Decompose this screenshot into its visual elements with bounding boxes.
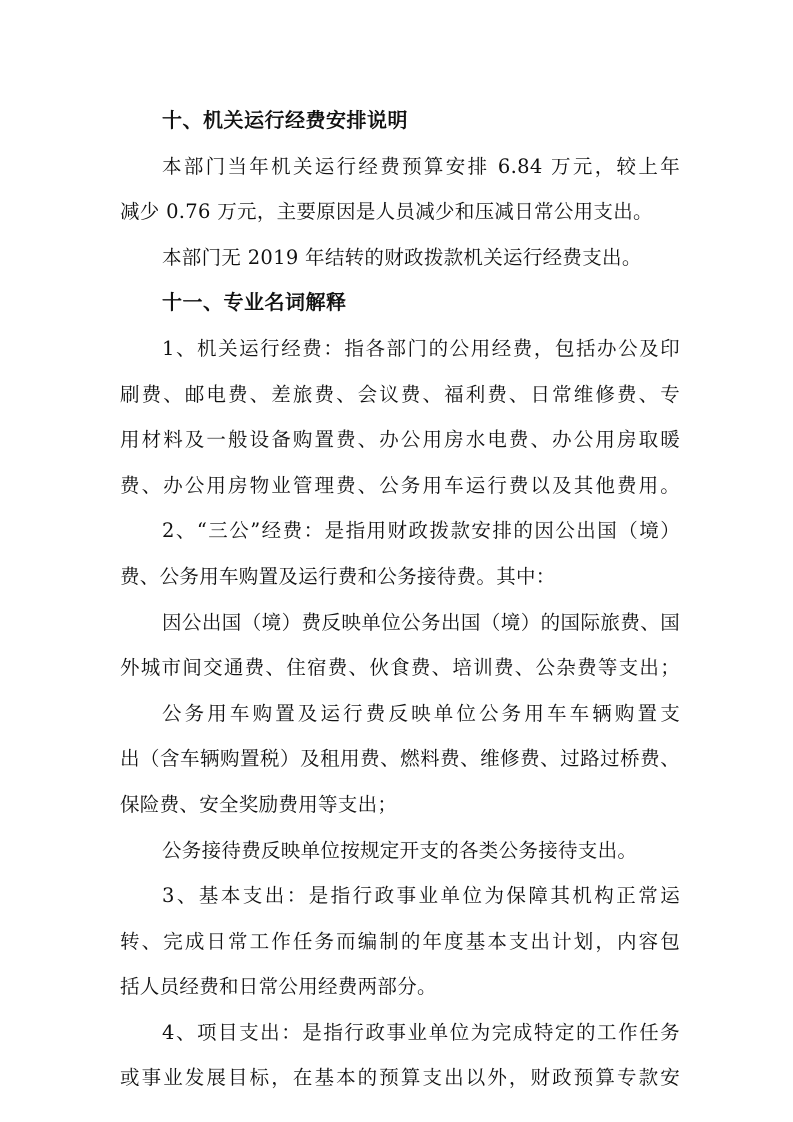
- paragraph-line: 转、完成日常工作任务而编制的年度基本支出计划，内容包: [120, 929, 680, 953]
- paragraph-line: 括人员经费和日常公用经费两部分。: [120, 975, 437, 999]
- section-heading-10: 十、机关运行经费安排说明: [162, 108, 408, 132]
- paragraph-line: 刷费、邮电费、差旅费、会议费、福利费、日常维修费、专: [120, 382, 680, 406]
- paragraph-line: 本部门当年机关运行经费预算安排 6.84 万元，较上年: [162, 154, 680, 178]
- paragraph-line: 因公出国（境）费反映单位公务出国（境）的国际旅费、国: [162, 610, 680, 634]
- paragraph-line: 出（含车辆购置税）及租用费、燃料费、维修费、过路过桥费、: [120, 747, 680, 771]
- document-body: [120, 98, 680, 1101]
- paragraph-line: 费、办公用房物业管理费、公务用车运行费以及其他费用。: [120, 473, 680, 497]
- paragraph-line: 减少 0.76 万元，主要原因是人员减少和压减日常公用支出。: [120, 200, 653, 224]
- paragraph-line: 4、项目支出：是指行政事业单位为完成特定的工作任务: [162, 1020, 680, 1044]
- paragraph-line: 保险费、安全奖励费用等支出；: [120, 792, 398, 816]
- paragraph-line: 1、机关运行经费：指各部门的公用经费，包括办公及印: [162, 336, 680, 360]
- paragraph-line: 费、公务用车购置及运行费和公务接待费。其中：: [120, 564, 556, 588]
- paragraph-line: 或事业发展目标，在基本的预算支出以外，财政预算专款安: [120, 1066, 680, 1090]
- paragraph-line: 3、基本支出：是指行政事业单位为保障其机构正常运: [162, 884, 680, 908]
- section-heading-11: 十一、专业名词解释: [162, 290, 347, 315]
- paragraph-line: 2、“三公”经费：是指用财政拨款安排的因公出国（境）: [162, 519, 680, 543]
- paragraph-line: 公务接待费反映单位按规定开支的各类公务接待支出。: [162, 838, 638, 862]
- paragraph-line: 公务用车购置及运行费反映单位公务用车车辆购置支: [162, 701, 680, 725]
- paragraph-line: 外城市间交通费、住宿费、伙食费、培训费、公杂费等支出；: [120, 656, 680, 680]
- paragraph-line: 用材料及一般设备购置费、办公用房水电费、办公用房取暖: [120, 428, 680, 452]
- paragraph-line: 本部门无 2019 年结转的财政拨款机关运行经费支出。: [162, 245, 642, 269]
